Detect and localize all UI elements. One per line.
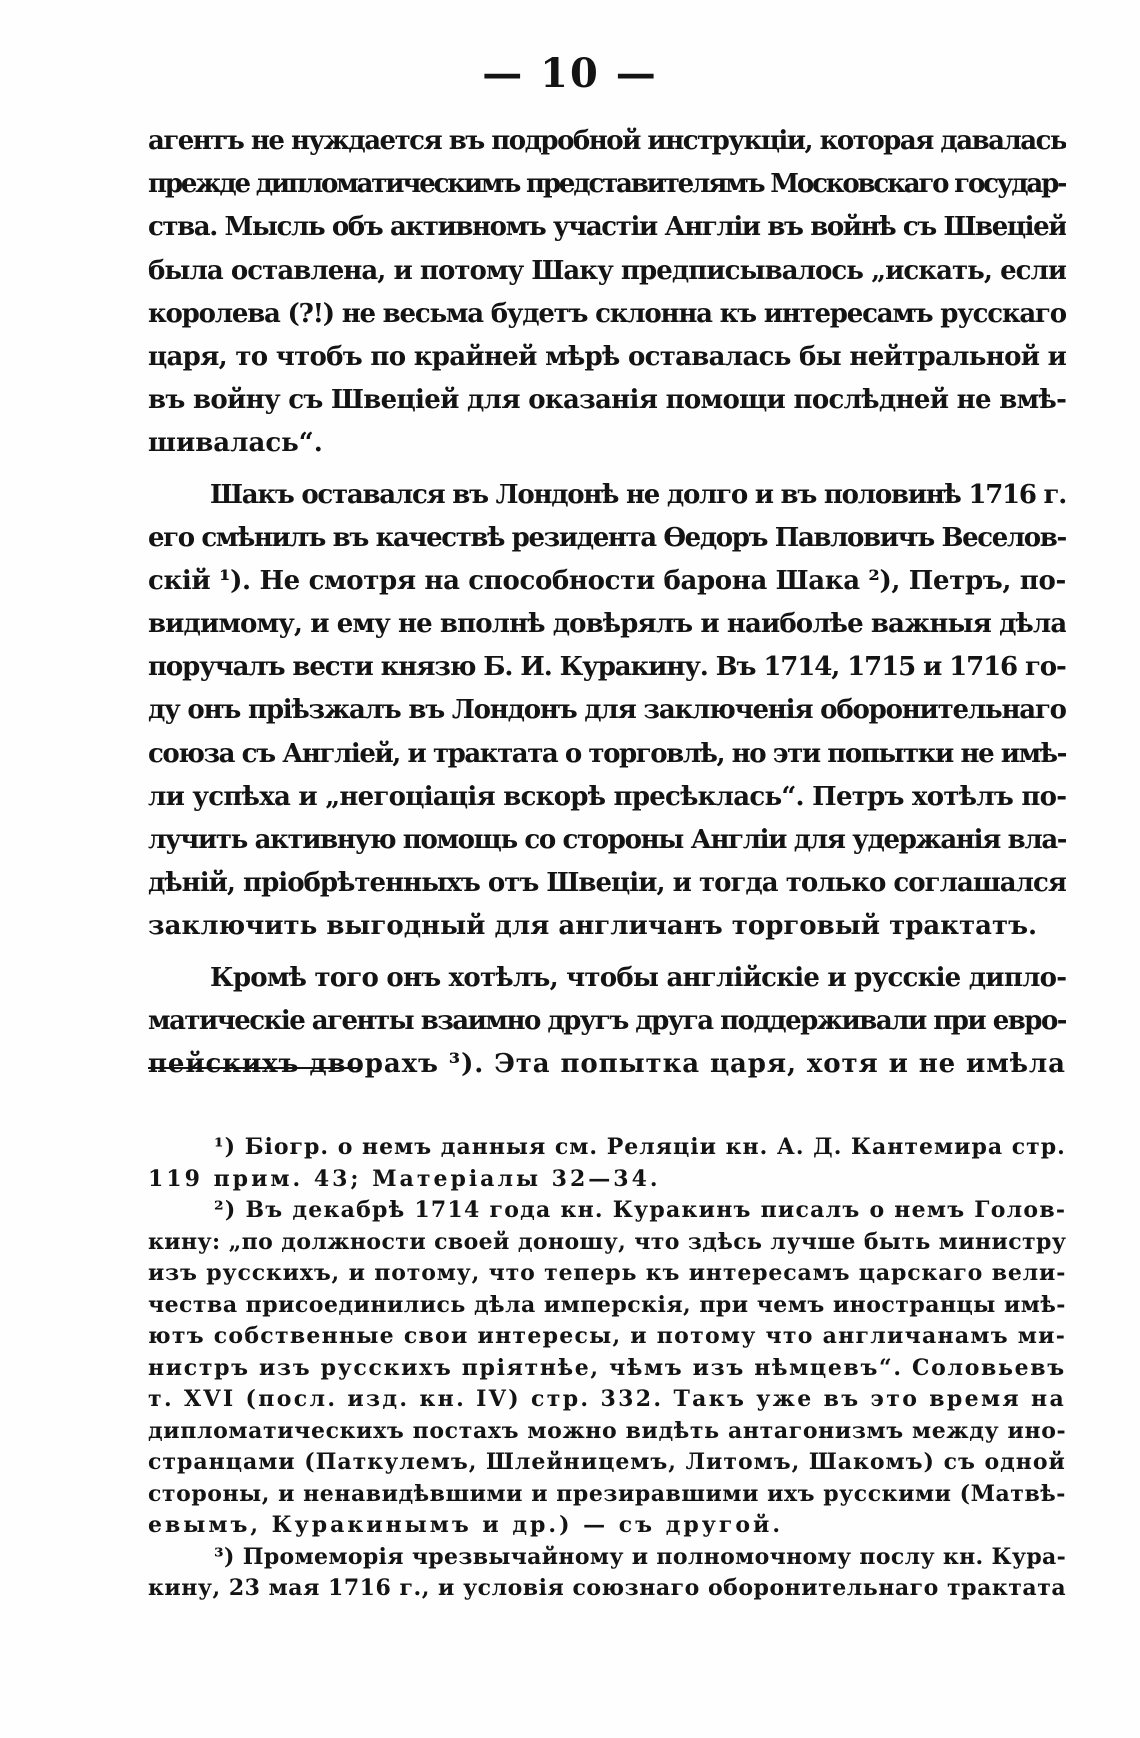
footnote-line: 119 прим. 43; Матеріалы 32—34. xyxy=(148,1165,661,1192)
footnote-separator xyxy=(148,1067,360,1069)
text-line: царя, то чтобъ по крайней мѣрѣ оставалась бы нейтральной и xyxy=(148,341,1066,372)
footnote-line: ³) Промеморія чрезвычайному и полномочному послу кн. Кура- xyxy=(214,1543,1066,1570)
text-line: лучить активную помощь со стороны Англіи для удержанія вла- xyxy=(148,825,1066,855)
footnotes xyxy=(148,1132,1066,1605)
text-line: агентъ не нуждается въ подробной инструкціи, которая давалась xyxy=(148,126,1066,156)
text-line: ства. Мысль объ активномъ участіи Англіи въ войнѣ съ Швеціей xyxy=(148,212,1066,243)
text-line: ду онъ пріѣзжалъ въ Лондонъ для заключенія оборонительнаго xyxy=(148,695,1066,726)
text-line: заключить выгодный для англичанъ торговый трактатъ. xyxy=(148,911,1038,942)
text-line: союза съ Англіей, и трактата о торговлѣ, но эти попытки не имѣ- xyxy=(148,738,1066,769)
footnote-line: ²) Въ декабрѣ 1714 года кн. Куракинъ писалъ о немъ Голов- xyxy=(214,1197,1066,1223)
text-line: пейскихъ дворахъ ³). Эта попытка царя, хотя и не имѣла xyxy=(148,1048,1066,1079)
text-line: его смѣнилъ въ качествѣ резидента Ѳедоръ Павловичъ Веселов- xyxy=(148,522,1066,553)
text-line: шивалась“. xyxy=(148,428,323,459)
footnote-line: кину, 23 мая 1716 г., и условія союзнаго оборонительнаго трактата xyxy=(148,1575,1066,1601)
text-line: видимому, и ему не вполнѣ довѣрялъ и наиболѣе важныя дѣла xyxy=(148,609,1066,640)
text-line: ли успѣха и „негоціація вскорѣ пресѣклась“. Петръ хотѣлъ по- xyxy=(148,781,1066,812)
text-line: поручалъ вести князю Б. И. Куракину. Въ 1714, 1715 и 1716 го- xyxy=(148,652,1066,683)
footnote-line: изъ русскихъ, и потому, что теперь къ интересамъ царскаго вели- xyxy=(148,1260,1066,1286)
footnote-line: дипломатическихъ постахъ можно видѣть антагонизмъ между ино- xyxy=(148,1417,1066,1444)
text-line: скій ¹). Не смотря на способности барона Шака ²), Петръ, по- xyxy=(148,565,1066,596)
footnote-line: ¹) Біогр. о немъ данныя см. Реляціи кн. А. Д. Кантемира стр. xyxy=(214,1134,1066,1160)
text-line: Кромѣ того онъ хотѣлъ, чтобы англійскіе и русскіе дипло- xyxy=(210,962,1066,993)
text-line: королева (?!) не весьма будетъ склонна къ интересамъ русскаго xyxy=(148,298,1066,329)
footnote-line: чества присоединились дѣла имперскія, при чемъ иностранцы имѣ- xyxy=(148,1291,1066,1318)
footnote-line: евымъ, Куракинымъ и др.) — съ другой. xyxy=(148,1512,783,1538)
footnote-line: стороны, и ненавидѣвшими и презиравшими ихъ русскими (Матвѣ- xyxy=(148,1480,1066,1507)
text-line: матическіе агенты взаимно другъ друга поддерживали при евро- xyxy=(148,1005,1066,1036)
text-line: Шакъ оставался въ Лондонѣ не долго и въ половинѣ 1716 г. xyxy=(210,479,1066,510)
footnote-line: ютъ собственные свои интересы, и потому что англичанамъ ми- xyxy=(148,1323,1066,1349)
footnote-line: кину: „по должности своей доношу, что здѣсь лучше быть министру xyxy=(148,1228,1066,1255)
body-text xyxy=(148,120,1066,1086)
footnote-line: т. XVI (посл. изд. кн. IV) стр. 332. Такъ уже въ это время на xyxy=(148,1386,1066,1412)
text-line: прежде дипломатическимъ представителямъ Московскаго государ- xyxy=(148,169,1066,200)
footnote-line: странцами (Паткулемъ, Шлейницемъ, Литомъ, Шакомъ) съ одной xyxy=(148,1449,1066,1475)
page-number: — 10 — xyxy=(482,50,658,97)
text-line: дѣній, пріобрѣтенныхъ отъ Швеціи, и тогда только соглашался xyxy=(148,868,1066,899)
text-line: въ войну съ Швеціей для оказанія помощи послѣдней не вмѣ- xyxy=(148,385,1066,416)
text-line: была оставлена, и потому Шаку предписывалось „искать, если xyxy=(148,255,1066,286)
footnote-line: нистръ изъ русскихъ пріятнѣе, чѣмъ изъ нѣмцевъ“. Соловьевъ xyxy=(148,1354,1066,1381)
